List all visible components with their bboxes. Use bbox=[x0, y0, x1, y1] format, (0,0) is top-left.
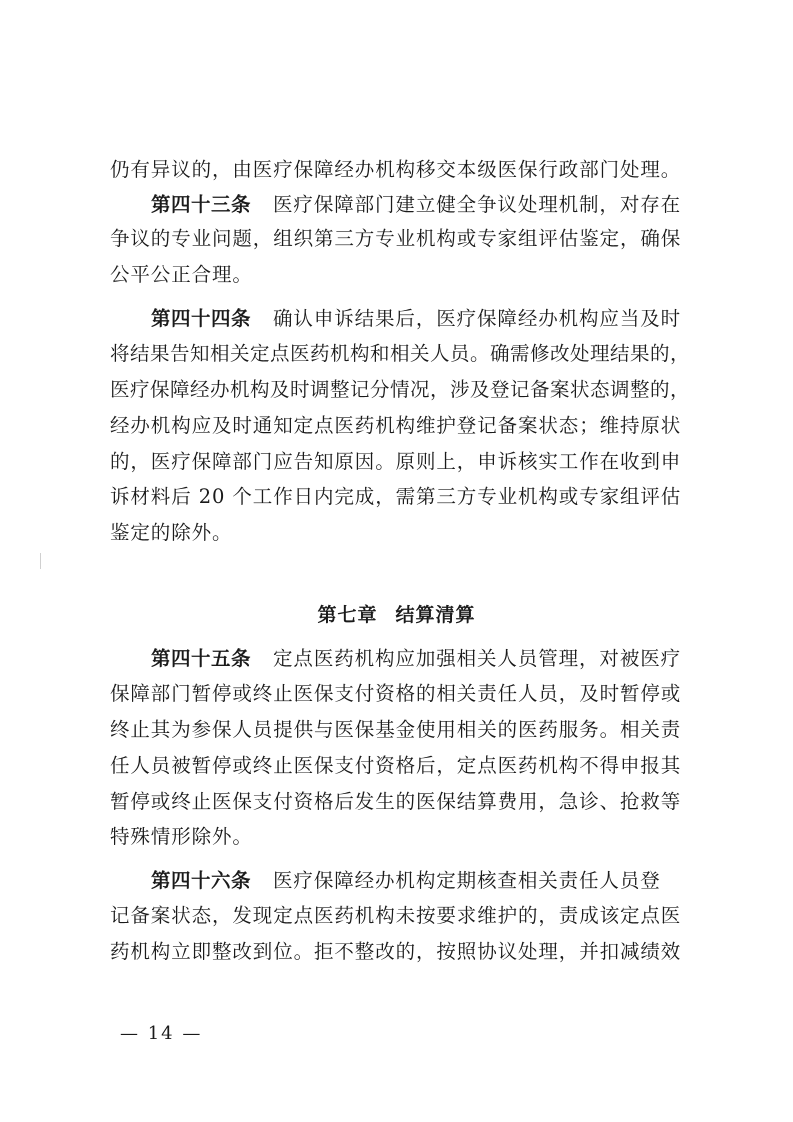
paragraph-line: 任人员被暂停或终止医保支付资格后，定点医药机构不得申报其 bbox=[110, 754, 682, 777]
paragraph-line: 争议的专业问题，组织第三方专业机构或专家组评估鉴定，确保 bbox=[110, 227, 682, 250]
page-number: — 14 — bbox=[120, 1023, 203, 1044]
paragraph-text: 确认申诉结果后，医疗保障经办机构应当及时 bbox=[273, 307, 682, 330]
paragraph-text: 定点医药机构应加强相关人员管理，对被医疗 bbox=[273, 647, 682, 670]
paragraph-line: 公平公正合理。 bbox=[110, 263, 253, 286]
article-43-line bbox=[151, 191, 691, 219]
article-43-label: 第四十三条 bbox=[151, 193, 252, 216]
paragraph-line: 的，医疗保障部门应告知原因。原则上，申诉核实工作在收到申 bbox=[110, 450, 682, 473]
paragraph-line: 暂停或终止医保支付资格后发生的医保结算费用，急诊、抢救等 bbox=[110, 790, 682, 813]
article-46-line bbox=[151, 867, 691, 895]
chapter-number: 第七章 bbox=[317, 604, 378, 626]
article-45-line bbox=[151, 645, 691, 673]
chapter-title: 结算清算 bbox=[395, 604, 476, 626]
paragraph-line: 诉材料后 20 个工作日内完成，需第三方专业机构或专家组评估 bbox=[110, 485, 682, 508]
paragraph-line: 医疗保障经办机构及时调整记分情况，涉及登记备案状态调整的， bbox=[110, 378, 691, 401]
paragraph-line: 药机构立即整改到位。拒不整改的，按照协议处理，并扣减绩效 bbox=[110, 940, 682, 963]
paragraph-line: 记备案状态，发现定点医药机构未按要求维护的，责成该定点医 bbox=[110, 904, 682, 927]
article-44-line bbox=[151, 305, 691, 333]
article-46-label: 第四十六条 bbox=[151, 869, 252, 892]
paragraph-line: 终止其为参保人员提供与医保基金使用相关的医药服务。相关责 bbox=[110, 718, 682, 741]
paragraph-line: 经办机构应及时通知定点医药机构维护登记备案状态；维持原状 bbox=[110, 414, 682, 437]
paragraph-text: 医疗保障经办机构定期核查相关责任人员登 bbox=[273, 869, 661, 892]
chapter-heading bbox=[0, 601, 793, 629]
margin-mark bbox=[40, 553, 41, 569]
paragraph-line: 特殊情形除外。 bbox=[110, 825, 253, 848]
paragraph-line: 保障部门暂停或终止医保支付资格的相关责任人员，及时暂停或 bbox=[110, 682, 682, 705]
paragraph-text: 医疗保障部门建立健全争议处理机制，对存在 bbox=[273, 193, 682, 216]
article-44-label: 第四十四条 bbox=[151, 307, 252, 330]
paragraph-line: 将结果告知相关定点医药机构和相关人员。确需修改处理结果的， bbox=[110, 342, 691, 365]
paragraph-line: 仍有异议的，由医疗保障经办机构移交本级医保行政部门处理。 bbox=[110, 158, 682, 181]
article-45-label: 第四十五条 bbox=[151, 647, 252, 670]
paragraph-line: 鉴定的除外。 bbox=[110, 521, 233, 544]
